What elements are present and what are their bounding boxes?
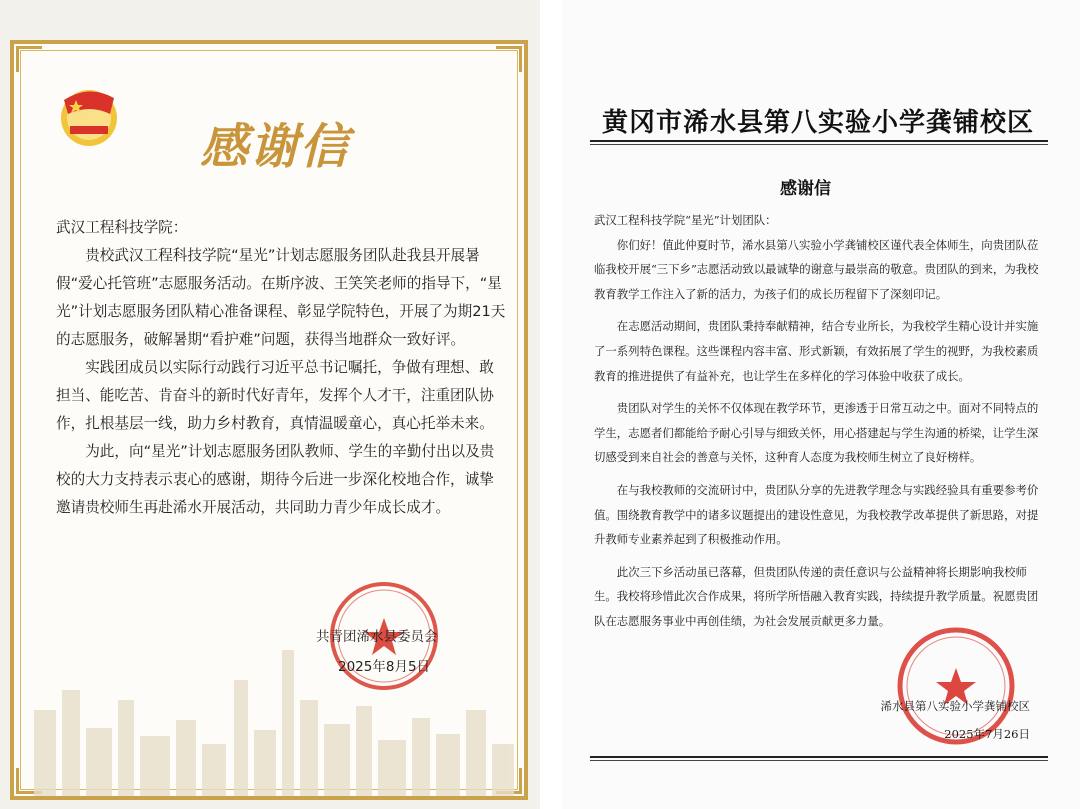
left-letter-signature-block: [316, 622, 438, 682]
right-letter-body: [594, 208, 1044, 642]
right-letter-paragraph: 你们好！值此仲夏时节，浠水县第八实验小学龚铺校区谨代表全体师生，向贵团队莅临我校开展“三下乡”志愿活动致以最诚挚的谢意与最崇高的敬意。贵团队的到来，为我校教育教学工作注入了新的活力，为孩子们的成长历程留下了深刻印记。: [594, 237, 1039, 301]
footer-rule: [590, 756, 1048, 758]
frame-corner-ornament: [496, 46, 522, 72]
left-letter-salutation: 武汉工程科技学院：: [56, 219, 188, 236]
footer-rule-thin: [590, 760, 1048, 761]
right-letter-title: 感谢信: [780, 179, 831, 199]
right-letter-salutation: 武汉工程科技学院“星光”计划团队：: [594, 213, 777, 227]
left-letter-paragraph: 实践团成员以实际行动践行习近平总书记嘱托，争做有理想、敢担当、能吃苦、肯奋斗的新时代好青年，发挥个人才干，注重团队协作，扎根基层一线，助力乡村教育，真情温暖童心，真心托举未来。: [56, 359, 494, 432]
frame-corner-ornament: [16, 46, 42, 72]
right-letter-paragraph: 贵团队对学生的关怀不仅体现在教学环节，更渗透于日常互动之中。面对不同特点的学生，志愿者们都能给予耐心引导与细致关怀，用心搭建起与学生沟通的桥梁，让学生深切感受到来自社会的善意与关怀，这种育人态度为我校师生树立了良好榜样。: [594, 401, 1039, 465]
right-letter-signature-block: [870, 692, 1030, 748]
right-letter-paragraph: 在志愿活动期间，贵团队秉持奉献精神，结合专业所长，为我校学生精心设计并实施了一系列特色课程。这些课程内容丰富、形式新颖，有效拓展了学生的视野，为我校素质教育的推进提供了有益补充，也让学生在多样化的学习体验中收获了成长。: [594, 319, 1039, 383]
right-letter-paragraph: 在与我校教师的交流研讨中，贵团队分享的先进教学理念与实践经验具有重要参考价值。围绕教育教学中的诸多议题提出的建设性意见，为我校教学改革提供了新思路，对提升教师专业素养起到了积极推动作用。: [594, 482, 1039, 547]
right-letter-signature: 浠水县第八实验小学龚铺校区: [880, 699, 1030, 713]
page-divider: [540, 0, 562, 809]
right-letter-date: 2025年7月26日: [944, 727, 1030, 741]
left-letter-body: [56, 214, 508, 522]
school-letterhead: 黄冈市浠水县第八实验小学龚铺校区: [602, 108, 1035, 138]
left-letter-paragraph: 贵校武汉工程科技学院“星光”计划志愿服务团队赴我县开展暑假“爱心托管班”志愿服务活动。在斯序波、王笑笑老师的指导下，“星光”计划志愿服务团队精心准备课程、彰显学院特色，开展了为期21天的志愿服务，破解暑期“看护难”问题，获得当地群众一致好评。: [56, 247, 506, 348]
left-letter-signature: 共青团浠水县委员会: [316, 629, 438, 645]
letterhead-rule: [590, 140, 1048, 142]
left-letter-title: 感谢信: [200, 119, 351, 175]
right-letter-paragraph: 此次三下乡活动虽已落幕，但贵团队传递的责任意识与公益精神将长期影响我校师生。我校将珍惜此次合作成果，将所学所悟融入教育实践，持续提升教学质量。祝愿贵团队在志愿服务事业中再创佳绩，为社会发展贡献更多力量。: [594, 564, 1039, 628]
city-skyline-decoration: [14, 640, 524, 796]
right-letter-page: [562, 0, 1080, 809]
youth-league-emblem-icon: [54, 80, 124, 150]
letterhead-rule-thin: [590, 144, 1048, 145]
left-letter-date: 2025年8月5日: [338, 659, 431, 675]
left-letter-paragraph: 为此，向“星光”计划志愿服务团队教师、学生的辛勤付出以及贵校的大力支持表示衷心的感谢，期待今后进一步深化校地合作，诚挚邀请贵校师生再赴浠水开展活动，共同助力青少年成长成才。: [56, 443, 495, 516]
